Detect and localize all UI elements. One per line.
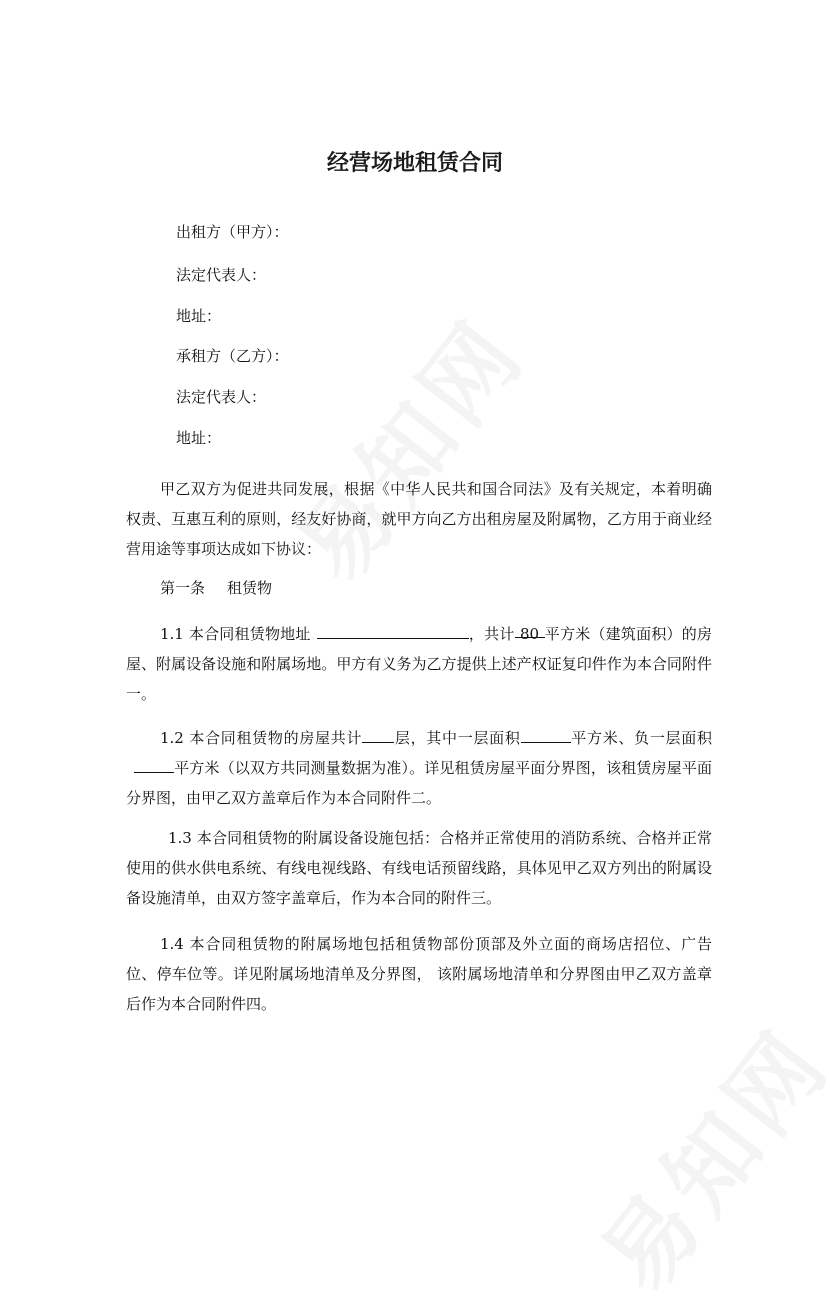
basement-area-blank [134,754,174,773]
document-title: 经营场地租赁合同 [326,151,503,176]
floors-blank [362,724,394,743]
lessor-representative-line: 法定代表人： [176,266,267,284]
intro-paragraph: 甲乙双方为促进共同发展，根据《中华人民共和国合同法》及有关规定，本着明确权责、互惠互利的原则，经友好协商，就甲方向乙方出租房屋及附属物，乙方用于商业经营用途等事项达成如下协议： [126,480,712,558]
article-1-heading [160,578,272,598]
lessee-representative-line: 法定代表人： [176,388,267,406]
area-value: 80 [515,619,545,638]
clause-1-2-text-a: 1.2 本合同租赁物的房屋共计 [160,729,363,747]
clause-1-4: 1.4 本合同租赁物的附属场地包括租赁物部份顶部及外立面的商场店招位、广告位、停车位等。详见附属场地清单及分界图， 该附属场地清单和分界图由甲乙双方盖章后作为本合同附件四。 [126,935,712,1013]
clause-1-3: 1.3 本合同租赁物的附属设备设施包括：合格并正常使用的消防系统、合格并正常使用的供水供电系统、有线电视线路、有线电话预留线路，具体见甲乙双方列出的附属设备设施清单，由双方签字盖章后，作为本合同的附件三。 [126,829,712,907]
clause-1-2-text-b: 层，其中一层面积 [394,729,521,747]
lessor-address-line: 地址： [176,307,222,325]
lessor-line: 出租方（甲方）： [176,223,289,241]
article-1-number: 第一条 [160,579,206,597]
clause-1-2-text-c: 平方米、负一层面积 [570,729,712,747]
clause-1-2 [126,723,712,813]
clause-1-1-text-b: ，共计 [468,625,515,643]
clause-1-1-text-a: 1.1 本合同租赁物地址 [160,625,311,643]
article-1-name: 租赁物 [227,579,273,597]
address-blank [317,620,469,639]
floor1-area-blank [521,724,571,743]
lessee-line: 承租方（乙方）： [176,347,289,365]
clause-1-1-text-c: 平方米（建筑面积）的房屋、附属设备设施和附属场地。甲方有义务为乙方提供上述产权证复印件作为本合同附件一。 [126,625,712,703]
clause-1-2-text-d: 平方米（以双方共同测量数据为准）。详见租赁房屋平面分界图，该租赁房屋平面分界图，由甲乙双方盖章后作为本合同附件二。 [126,759,712,807]
clause-1-1 [126,619,712,709]
lessee-address-line: 地址： [176,429,222,447]
